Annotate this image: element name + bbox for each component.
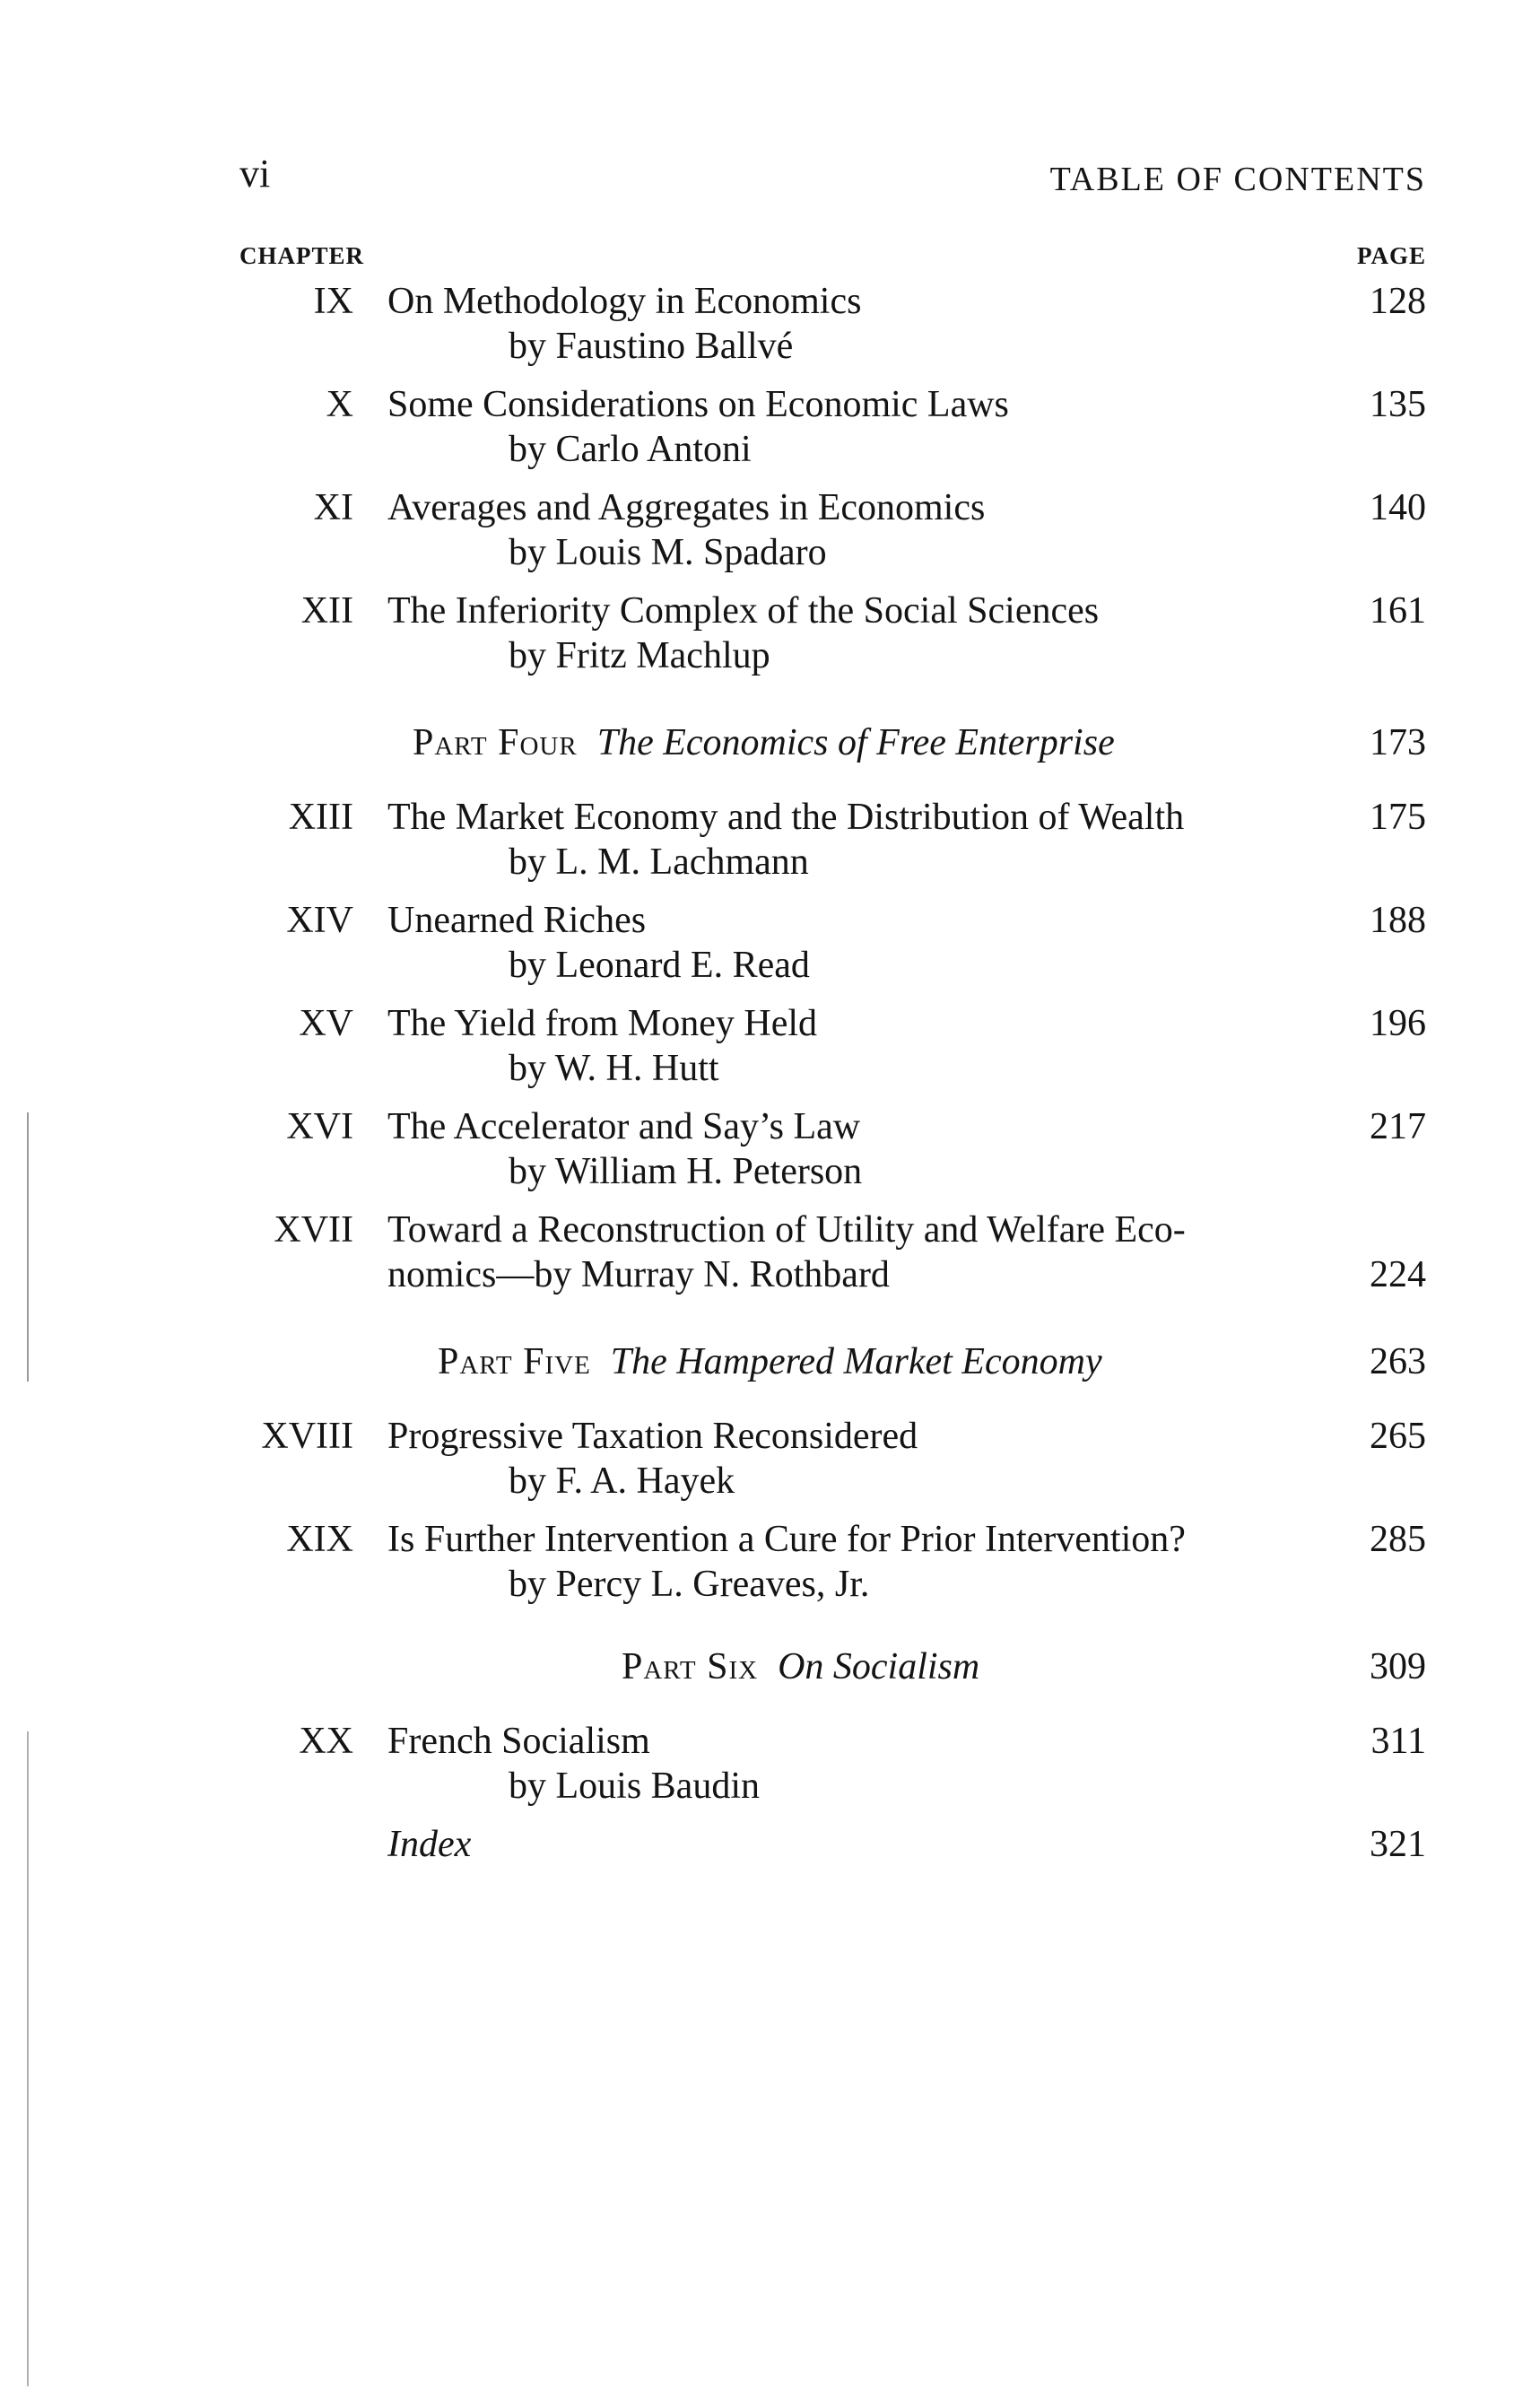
chapter-author: by Faustino Ballvé	[509, 326, 794, 367]
chapter-author: by L. M. Lachmann	[509, 841, 809, 883]
chapter-page: 128	[1370, 281, 1426, 322]
chapter-number: XI	[313, 487, 353, 528]
chapter-title: Averages and Aggregates in Economics	[387, 487, 986, 528]
chapter-author: by Carlo Antoni	[509, 429, 752, 470]
part-page: 263	[1370, 1341, 1426, 1382]
part-label: Part Six	[622, 1646, 759, 1687]
part-page: 309	[1370, 1646, 1426, 1687]
chapter-column-label: CHAPTER	[239, 242, 365, 269]
chapter-number: XIV	[286, 900, 353, 941]
chapter-title: The Yield from Money Held	[387, 1003, 818, 1044]
chapter-page: 217	[1370, 1106, 1426, 1147]
chapter-title: Progressive Taxation Reconsidered	[387, 1416, 918, 1457]
chapter-number: XII	[300, 590, 353, 632]
running-title: TABLE OF CONTENTS	[1049, 161, 1426, 198]
chapter-number: XX	[299, 1721, 353, 1762]
chapter-page: 311	[1370, 1721, 1426, 1762]
chapter-number: XVI	[286, 1106, 353, 1147]
chapter-number: IX	[313, 281, 353, 322]
part-label: Part Four	[413, 722, 578, 763]
chapter-page: 175	[1370, 797, 1426, 838]
chapter-page: 224	[1370, 1254, 1426, 1295]
part-label: Part Five	[438, 1341, 591, 1382]
chapter-number: XVIII	[261, 1416, 353, 1457]
scan-margin-line	[27, 1731, 29, 2386]
chapter-page: 161	[1370, 590, 1426, 632]
index-page: 321	[1370, 1824, 1426, 1865]
page-number: vi	[239, 152, 271, 196]
chapter-number: X	[326, 384, 353, 425]
part-page: 173	[1370, 722, 1426, 763]
chapter-author: by Fritz Machlup	[509, 635, 770, 676]
index-label: Index	[387, 1824, 472, 1865]
chapter-page: 265	[1370, 1416, 1426, 1457]
page-column-label: PAGE	[1357, 242, 1426, 269]
chapter-author: by Percy L. Greaves, Jr.	[509, 1564, 870, 1605]
chapter-title: On Methodology in Economics	[387, 281, 862, 322]
chapter-author: by William H. Peterson	[509, 1151, 863, 1192]
chapter-page: 196	[1370, 1003, 1426, 1044]
chapter-title: The Market Economy and the Distribution of Wealth	[387, 797, 1185, 838]
chapter-title: Toward a Reconstruction of Utility and Welfare Eco-	[387, 1209, 1186, 1251]
chapter-page: 188	[1370, 900, 1426, 941]
chapter-number: XVII	[274, 1209, 353, 1251]
chapter-page: 135	[1370, 384, 1426, 425]
chapter-page: 285	[1370, 1519, 1426, 1560]
scan-margin-line	[27, 1112, 29, 1382]
part-title: The Economics of Free Enterprise	[596, 722, 1115, 763]
chapter-author: nomics—by Murray N. Rothbard	[387, 1254, 890, 1295]
chapter-title: Unearned Riches	[387, 900, 647, 941]
chapter-title: The Accelerator and Say’s Law	[387, 1106, 861, 1147]
part-title: On Socialism	[778, 1646, 980, 1687]
chapter-title: Is Further Intervention a Cure for Prior Intervention?	[387, 1519, 1186, 1560]
chapter-number: XIII	[288, 797, 353, 838]
chapter-author: by Leonard E. Read	[509, 945, 810, 986]
chapter-number: XIX	[286, 1519, 353, 1560]
chapter-title: The Inferiority Complex of the Social Sciences	[387, 590, 1100, 632]
chapter-author: by W. H. Hutt	[509, 1048, 719, 1089]
part-title: The Hampered Market Economy	[610, 1341, 1102, 1382]
chapter-author: by Louis M. Spadaro	[509, 532, 827, 573]
chapter-title: Some Considerations on Economic Laws	[387, 384, 1009, 425]
chapter-title: French Socialism	[387, 1721, 650, 1762]
chapter-author: by F. A. Hayek	[509, 1460, 735, 1502]
chapter-page: 140	[1370, 487, 1426, 528]
chapter-author: by Louis Baudin	[509, 1766, 760, 1807]
chapter-number: XV	[299, 1003, 353, 1044]
